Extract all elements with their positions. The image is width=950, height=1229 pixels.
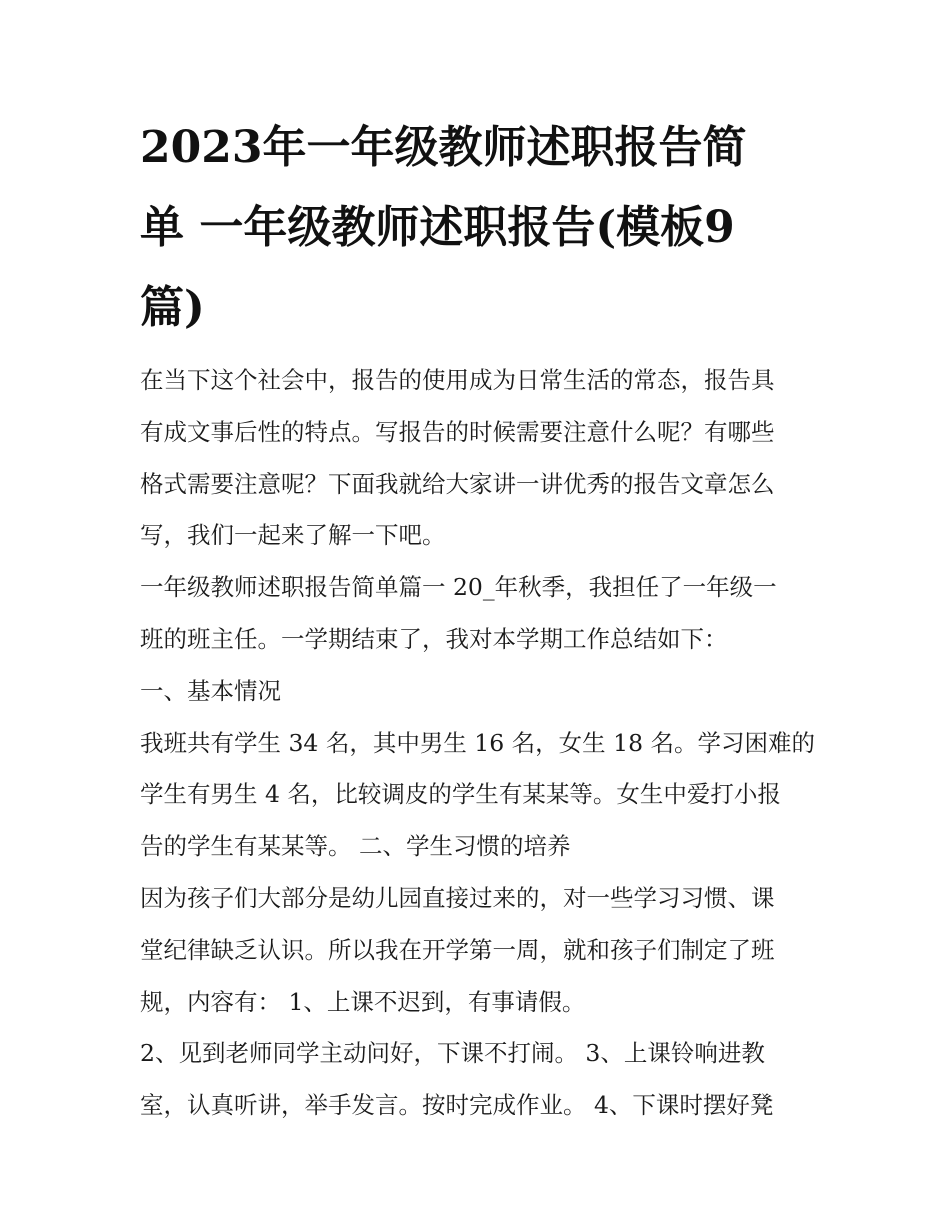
body-line: 我班共有学生 34 名，其中男生 16 名，女生 18 名。学习困难的 — [140, 728, 816, 757]
body-line: 学生有男生 4 名，比较调皮的学生有某某等。女生中爱打小报 — [140, 780, 781, 809]
title-line: 单 一年级教师述职报告(模板9 — [140, 202, 735, 253]
body-line: 写，我们一起来了解一下吧。 — [140, 521, 446, 550]
body-line: 告的学生有某某等。 二、学生习惯的培养 — [140, 832, 571, 861]
body-line: 堂纪律缺乏认识。所以我在开学第一周，就和孩子们制定了班 — [140, 935, 775, 964]
title-line: 篇) — [140, 282, 205, 333]
body-line: 室，认真听讲，举手发言。按时完成作业。 4、下课时摆好凳 — [140, 1091, 774, 1120]
body-line: 规，内容有： 1、上课不迟到，有事请假。 — [140, 987, 586, 1016]
body-line: 一年级教师述职报告简单篇一 20_年秋季，我担任了一年级一 — [140, 573, 777, 602]
body-line: 因为孩子们大部分是幼儿园直接过来的，对一些学习习惯、课 — [140, 883, 775, 912]
body-line: 2、见到老师同学主动问好，下课不打闹。 3、上课铃响进教 — [140, 1039, 765, 1068]
section-heading: 一、基本情况 — [140, 676, 281, 705]
body-line: 在当下这个社会中，报告的使用成为日常生活的常态，报告具 — [140, 366, 775, 394]
document-title — [140, 108, 820, 348]
document-body — [140, 355, 830, 1132]
body-line: 有成文事后性的特点。写报告的时候需要注意什么呢？有哪些 — [140, 417, 775, 446]
body-line: 格式需要注意呢？下面我就给大家讲一讲优秀的报告文章怎么 — [140, 469, 775, 498]
body-line: 班的班主任。一学期结束了，我对本学期工作总结如下： — [140, 624, 728, 653]
title-line: 2023年一年级教师述职报告简 — [140, 122, 747, 173]
